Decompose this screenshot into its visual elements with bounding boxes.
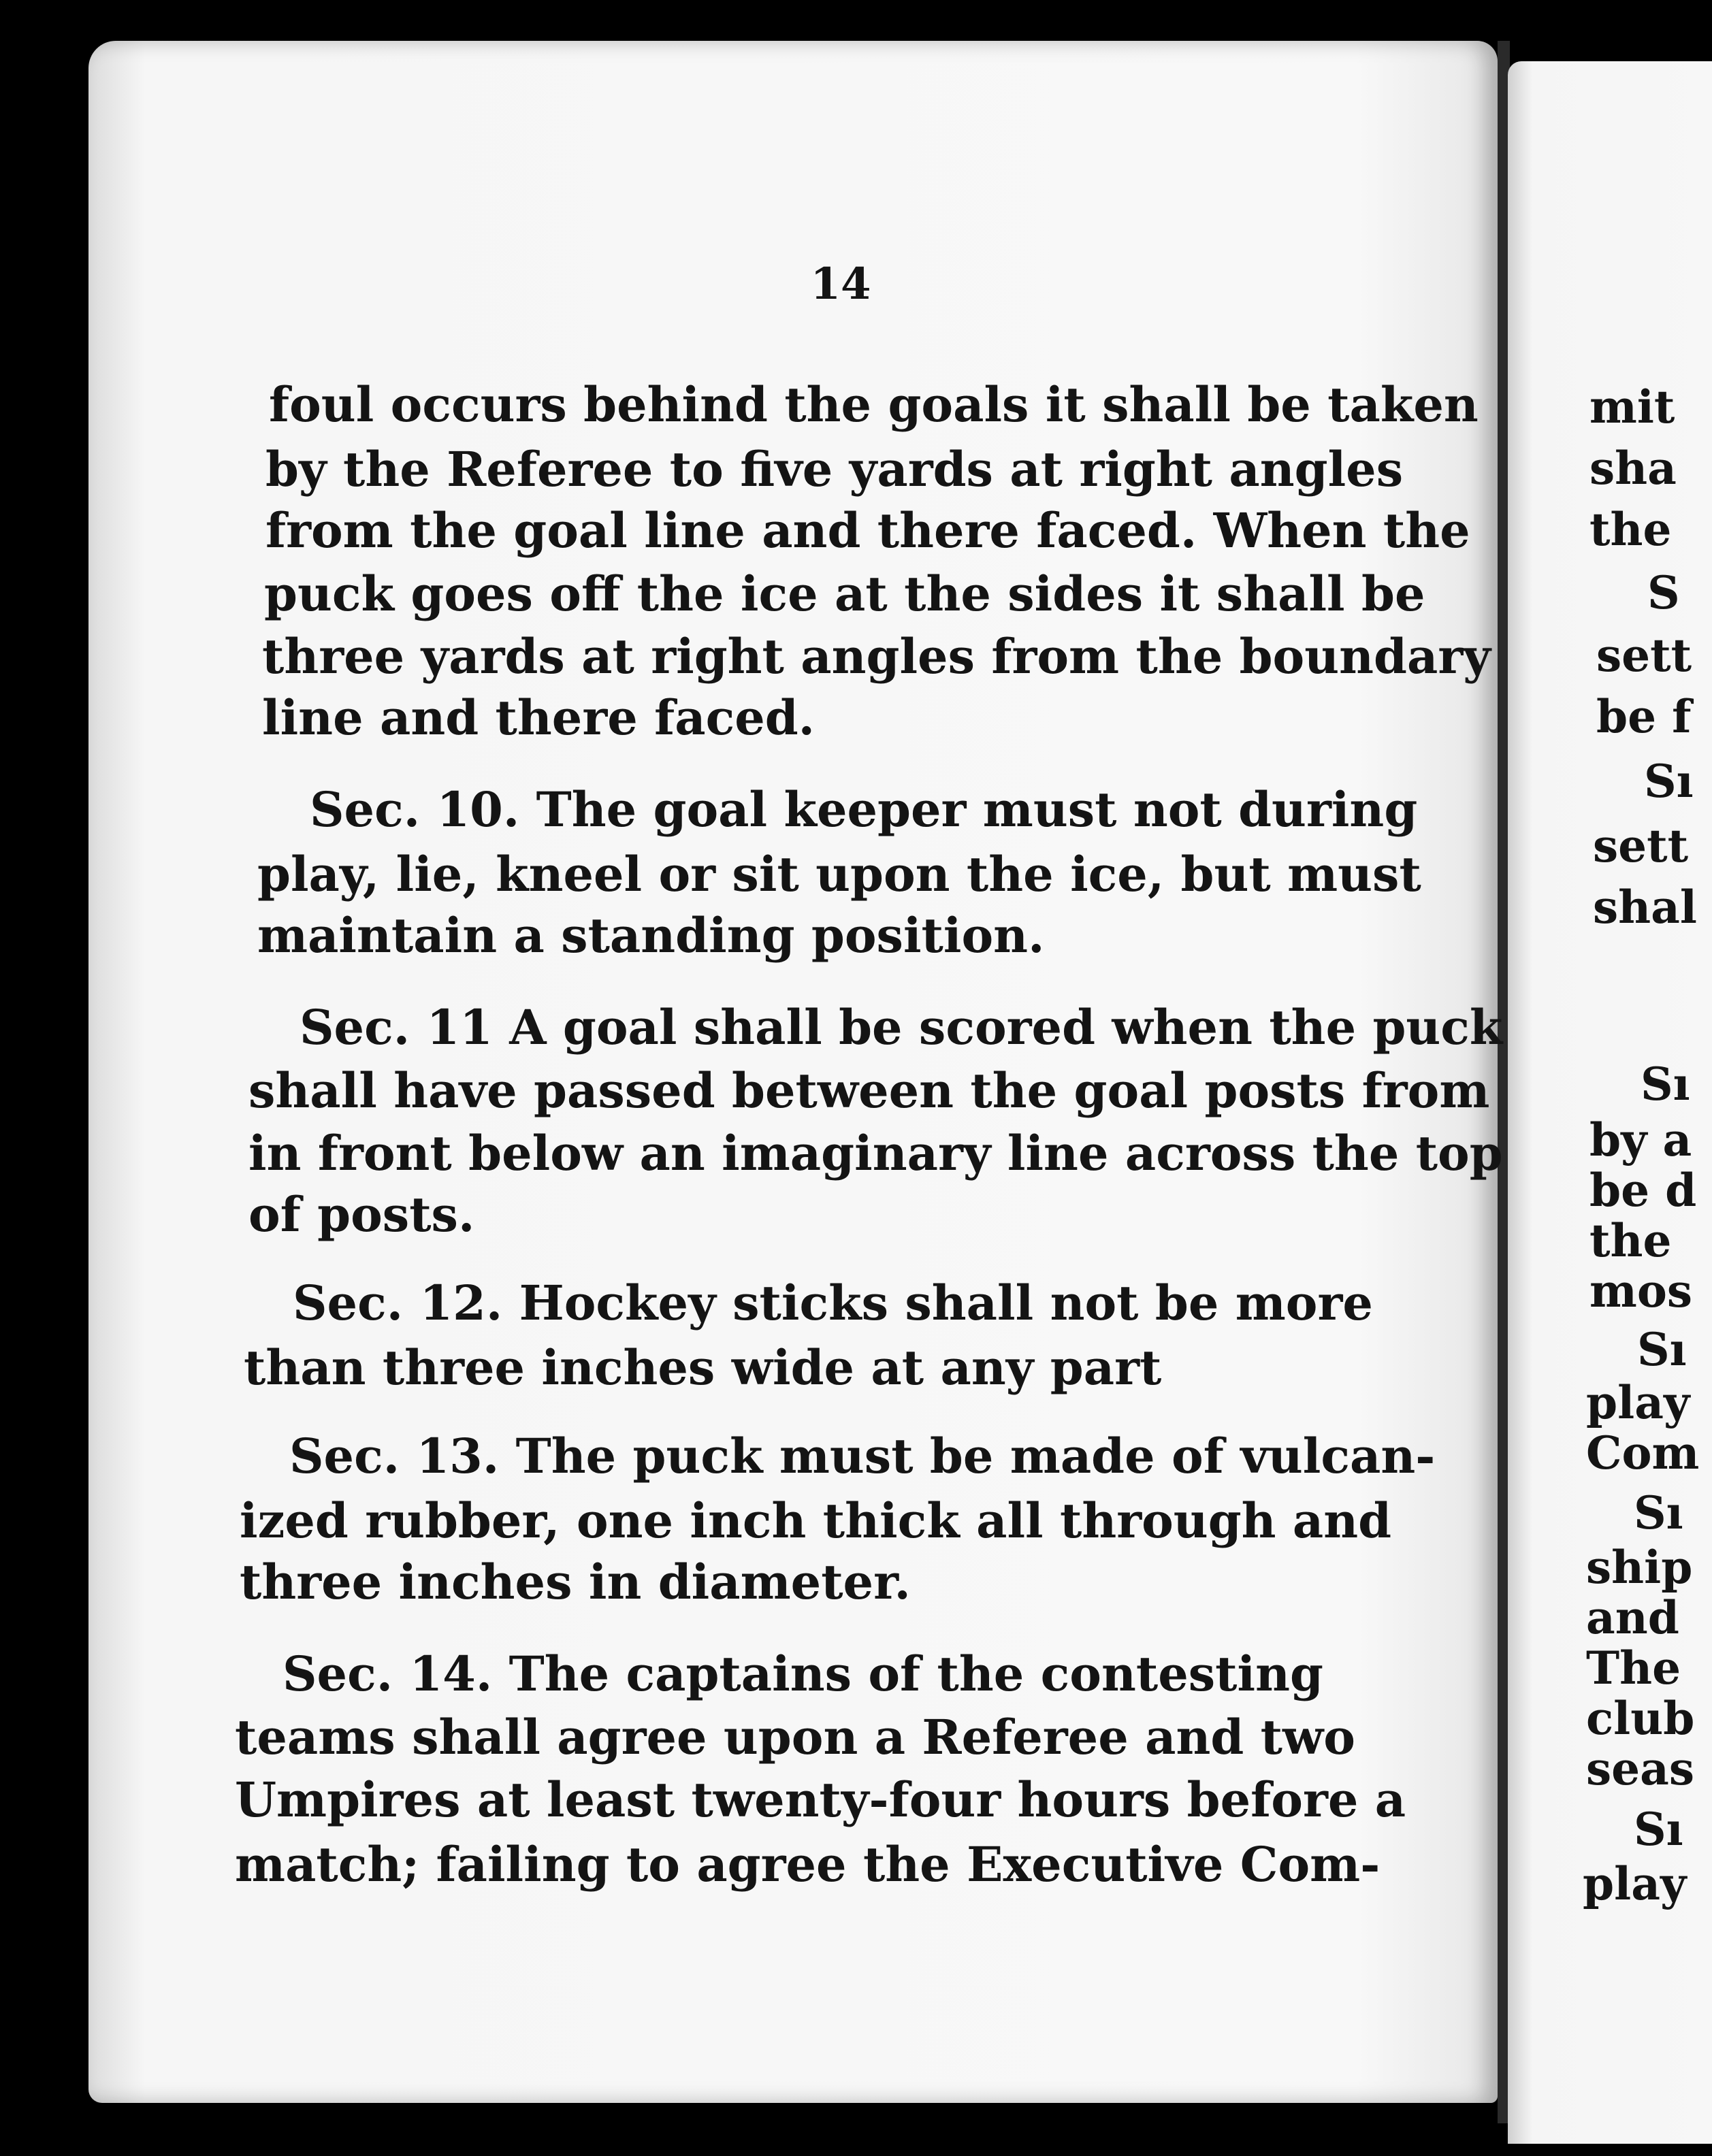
- right-fragment: club: [1586, 1692, 1695, 1745]
- right-fragment: mos: [1589, 1264, 1693, 1318]
- right-fragment: Sı: [1641, 1058, 1690, 1111]
- right-fragment: The: [1586, 1642, 1681, 1695]
- right-fragment: sett: [1596, 629, 1692, 682]
- text-line: shall have passed between the goal posts from: [248, 1062, 1490, 1119]
- right-fragment: ship: [1586, 1541, 1693, 1594]
- section-10-line: Sec. 10. The goal keeper must not during: [310, 781, 1418, 838]
- right-fragment: seas: [1586, 1742, 1695, 1795]
- right-fragment: shal: [1593, 881, 1697, 934]
- page-number: 14: [810, 259, 871, 310]
- text-line: in front below an imaginary line across the top: [248, 1125, 1503, 1181]
- right-fragment: sett: [1593, 819, 1689, 872]
- right-fragment: the: [1589, 503, 1672, 556]
- right-fragment: be f: [1596, 690, 1692, 743]
- right-fragment: Sı: [1634, 1486, 1683, 1539]
- right-fragment: play: [1583, 1857, 1687, 1910]
- right-fragment: by a: [1589, 1113, 1692, 1166]
- text-line: teams shall agree upon a Referee and two: [235, 1709, 1355, 1765]
- right-fragment: be d: [1589, 1164, 1697, 1217]
- text-line: three yards at right angles from the boundary: [262, 628, 1491, 685]
- right-fragment: Sı: [1637, 1323, 1687, 1376]
- text-line: from the goal line and there faced. When the: [265, 502, 1470, 559]
- text-line: maintain a standing position.: [257, 907, 1045, 964]
- text-line: ized rubber, one inch thick all through and: [240, 1492, 1392, 1549]
- text-line: of posts.: [248, 1186, 475, 1243]
- section-12-line: Sec. 12. Hockey sticks shall not be more: [293, 1275, 1373, 1331]
- text-line: match; failing to agree the Executive Com-: [235, 1836, 1380, 1893]
- text-line: by the Referee to five yards at right angles: [265, 441, 1404, 497]
- right-fragment: S: [1647, 566, 1680, 619]
- right-fragment: Com: [1586, 1426, 1700, 1480]
- right-fragment: mit: [1589, 380, 1675, 434]
- right-fragment: play: [1586, 1376, 1690, 1429]
- text-line: foul occurs behind the goals it shall be taken: [269, 376, 1479, 433]
- text-line: Umpires at least twenty-four hours before a: [235, 1771, 1406, 1828]
- text-line: line and there faced.: [262, 689, 815, 746]
- right-fragment: sha: [1589, 442, 1677, 495]
- section-14-line: Sec. 14. The captains of the contesting: [282, 1646, 1323, 1702]
- right-fragment: Sı: [1644, 755, 1694, 808]
- section-11-line: Sec. 11 A goal shall be scored when the puck: [300, 999, 1503, 1056]
- section-13-line: Sec. 13. The puck must be made of vulcan-: [289, 1428, 1436, 1484]
- right-fragment: the: [1589, 1214, 1672, 1267]
- text-line: puck goes off the ice at the sides it shall be: [264, 566, 1425, 622]
- text-line: play, lie, kneel or sit upon the ice, but must: [257, 846, 1421, 902]
- right-fragment: Sı: [1634, 1803, 1683, 1856]
- right-fragment: and: [1586, 1591, 1679, 1644]
- text-line: than three inches wide at any part: [244, 1339, 1162, 1396]
- text-line: three inches in diameter.: [240, 1554, 911, 1610]
